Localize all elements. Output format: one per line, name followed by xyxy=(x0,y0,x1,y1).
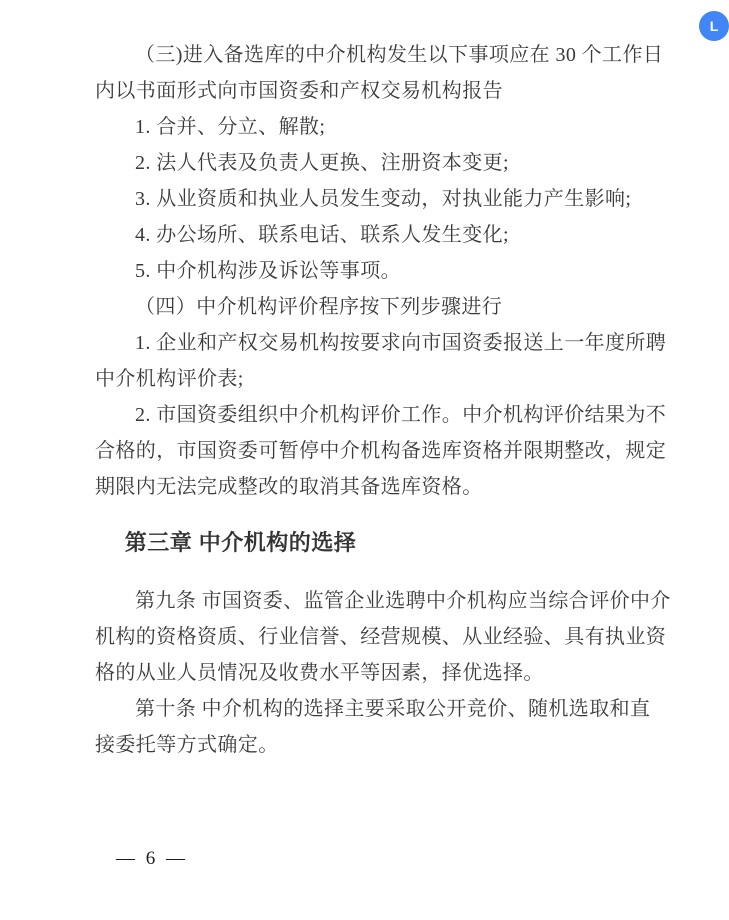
page-number: — 6 — xyxy=(116,848,188,869)
body-line: 2. 法人代表及负责人更换、注册资本变更; xyxy=(135,152,509,174)
body-line: （三)进入备选库的中介机构发生以下事项应在 30 个工作日 xyxy=(135,44,664,66)
body-line: 3. 从业资质和执业人员发生变动，对执业能力产生影响; xyxy=(135,188,632,210)
body-line: 中介机构评价表; xyxy=(95,368,244,390)
body-line: 1. 企业和产权交易机构按要求向市国资委报送上一年度所聘 xyxy=(135,332,667,354)
body-line: 合格的，市国资委可暂停中介机构备选库资格并限期整改，规定 xyxy=(95,440,667,462)
document-body xyxy=(95,37,671,763)
body-line: 接委托等方式确定。 xyxy=(95,734,279,756)
body-line: 期限内无法完成整改的取消其备选库资格。 xyxy=(95,476,483,498)
body-line: 2. 市国资委组织中介机构评价工作。中介机构评价结果为不 xyxy=(135,404,667,426)
widget-glyph-icon: L xyxy=(709,18,719,34)
body-line: 4. 办公场所、联系电话、联系人发生变化; xyxy=(135,224,509,246)
body-line: 格的从业人员情况及收费水平等因素，择优选择。 xyxy=(95,662,544,684)
chapter-heading: 第三章 中介机构的选择 xyxy=(124,530,357,555)
floating-widget-button[interactable] xyxy=(699,11,729,41)
body-line: 5. 中介机构涉及诉讼等事项。 xyxy=(135,260,401,282)
body-line: 机构的资格资质、行业信誉、经营规模、从业经验、具有执业资 xyxy=(95,626,667,648)
body-line: 内以书面形式向市国资委和产权交易机构报告 xyxy=(95,80,503,102)
body-line: （四）中介机构评价程序按下列步骤进行 xyxy=(135,296,503,318)
body-line: 第十条 中介机构的选择主要采取公开竞价、随机选取和直 xyxy=(135,698,651,720)
body-line: 1. 合并、分立、解散; xyxy=(135,116,326,138)
body-line: 第九条 市国资委、监管企业选聘中介机构应当综合评价中介 xyxy=(135,590,671,612)
